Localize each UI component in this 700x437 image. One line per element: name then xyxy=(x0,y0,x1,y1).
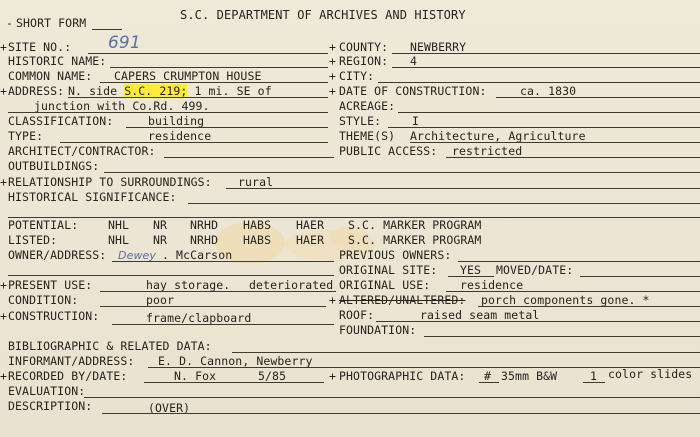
designation-haer: HAER xyxy=(296,233,325,247)
plus-mark: + xyxy=(0,84,8,98)
original-use-value: residence xyxy=(460,278,524,292)
potential-label: POTENTIAL: xyxy=(8,218,79,232)
region-line xyxy=(392,67,700,68)
designation-nhl: NHL xyxy=(108,233,130,247)
condition-label: CONDITION: xyxy=(8,293,79,307)
region-label: REGION: xyxy=(339,54,389,68)
present-use-line xyxy=(100,291,336,292)
photo-label: PHOTOGRAPHIC DATA: xyxy=(339,369,466,383)
owner-line xyxy=(112,261,334,262)
site-no-label: SITE NO.: xyxy=(8,40,72,54)
listed-label: LISTED: xyxy=(8,233,58,247)
moved-date-label: MOVED/DATE: xyxy=(496,263,574,277)
short-form-line xyxy=(92,29,122,30)
type-label: TYPE: xyxy=(8,129,44,143)
themes-line xyxy=(410,142,700,143)
plus-mark: + xyxy=(329,40,337,54)
address-start: N. side xyxy=(68,84,118,98)
public-access-value: restricted xyxy=(452,144,523,158)
condition-line xyxy=(100,306,326,307)
outbuildings-line xyxy=(104,172,700,173)
construction-line xyxy=(112,324,334,325)
date-value: ca. 1830 xyxy=(520,84,577,98)
recorded-line xyxy=(144,382,324,383)
common-name-label: COMMON NAME: xyxy=(8,69,93,83)
architect-line xyxy=(164,157,334,158)
construction-label: CONSTRUCTION: xyxy=(8,309,100,323)
bibliographic-label: BIBLIOGRAPHIC & RELATED DATA: xyxy=(8,339,212,353)
county-value: NEWBERRY xyxy=(410,40,467,54)
plus-mark: + xyxy=(0,175,8,189)
previous-owners-label: PREVIOUS OWNERS: xyxy=(339,248,452,262)
evaluation-line xyxy=(84,397,700,398)
photo-slides: color slides xyxy=(608,367,693,381)
bibliographic-line xyxy=(232,352,700,353)
moved-date-line xyxy=(580,276,700,277)
original-use-line xyxy=(446,291,700,292)
informant-value: E. D. Cannon, Newberry xyxy=(158,354,313,368)
photo-count-mark: # xyxy=(484,369,492,383)
card-title: S.C. DEPARTMENT OF ARCHIVES AND HISTORY xyxy=(180,8,466,22)
altered-value: porch components gone. * xyxy=(481,293,650,307)
owner-line-2 xyxy=(8,275,334,276)
designation-nr: NR xyxy=(153,233,168,247)
address-line-2 xyxy=(8,112,328,113)
original-site-value: YES xyxy=(460,263,482,277)
plus-mark: + xyxy=(0,309,8,323)
significance-line xyxy=(188,203,700,204)
designation-nrhd: NRHD xyxy=(190,218,219,232)
roof-label: ROOF: xyxy=(339,308,375,322)
architect-label: ARCHITECT/CONTRACTOR: xyxy=(8,144,156,158)
plus-mark: + xyxy=(0,278,8,292)
common-name-value: CAPERS CRUMPTON HOUSE xyxy=(114,69,262,83)
address-label: ADDRESS: xyxy=(8,84,65,98)
address-line2: junction with Co.Rd. 499. xyxy=(34,99,210,113)
historic-name-line xyxy=(110,67,328,68)
surroundings-line xyxy=(226,188,700,189)
style-line xyxy=(388,127,700,128)
site-no-line xyxy=(88,53,328,54)
region-value: 4 xyxy=(410,54,418,68)
classification-value: building xyxy=(148,114,205,128)
photo-count-line xyxy=(479,382,499,383)
designation-haer: HAER xyxy=(296,218,325,232)
marker-program: S.C. MARKER PROGRAM xyxy=(348,218,482,232)
description-value: (OVER) xyxy=(148,401,191,415)
acreage-label: ACREAGE: xyxy=(339,99,396,113)
condition-value: poor xyxy=(146,293,175,307)
designation-nrhd: NRHD xyxy=(190,233,219,247)
recorded-by-value: N. Fox xyxy=(174,369,217,383)
original-use-label: ORIGINAL USE: xyxy=(339,278,431,292)
roof-value: raised seam metal xyxy=(420,308,540,322)
significance-label: HISTORICAL SIGNIFICANCE: xyxy=(8,190,177,204)
designation-nhl: NHL xyxy=(108,218,130,232)
plus-mark: + xyxy=(329,84,337,98)
plus-mark: + xyxy=(329,293,337,307)
header-dash: - xyxy=(6,16,14,30)
present-use-label: PRESENT USE: xyxy=(8,278,93,292)
plus-mark: + xyxy=(329,69,337,83)
plus-mark: + xyxy=(329,369,337,383)
style-value: I xyxy=(412,114,420,128)
acreage-line xyxy=(398,112,700,113)
foundation-line xyxy=(424,336,700,337)
photo-slides-count: 1 xyxy=(590,369,598,383)
city-line xyxy=(378,82,700,83)
owner-value: . McCarson xyxy=(162,248,233,262)
plus-mark: + xyxy=(0,40,8,54)
owner-label: OWNER/ADDRESS: xyxy=(8,248,107,262)
description-line xyxy=(102,413,700,414)
altered-line xyxy=(478,306,700,307)
surroundings-value: rural xyxy=(238,175,274,189)
designation-habs: HABS xyxy=(243,218,272,232)
marker-program: S.C. MARKER PROGRAM xyxy=(348,233,482,247)
classification-label: CLASSIFICATION: xyxy=(8,114,114,128)
previous-owners-line xyxy=(458,261,700,262)
altered-label: ALTERED/UNALTERED: xyxy=(339,293,466,307)
plus-mark: + xyxy=(0,369,8,383)
short-form-label: SHORT FORM xyxy=(16,16,87,30)
style-label: STYLE: xyxy=(339,114,382,128)
informant-label: INFORMANT/ADDRESS: xyxy=(8,354,135,368)
present-use-value: hay storage. xyxy=(146,278,231,292)
historic-name-label: HISTORIC NAME: xyxy=(8,54,107,68)
owner-first-name: Dewey xyxy=(118,249,157,262)
public-access-label: PUBLIC ACCESS: xyxy=(339,144,438,158)
site-no-value: 691 xyxy=(108,33,141,53)
recorded-label: RECORDED BY/DATE: xyxy=(8,369,128,383)
surroundings-label: RELATIONSHIP TO SURROUNDINGS: xyxy=(8,175,212,189)
address-highlight: S.C. 219; xyxy=(124,84,188,98)
evaluation-label: EVALUATION: xyxy=(8,384,86,398)
roof-line xyxy=(376,321,700,322)
description-label: DESCRIPTION: xyxy=(8,399,93,413)
themes-label: THEME(S) xyxy=(339,129,396,143)
designation-nr: NR xyxy=(153,218,168,232)
date-label: DATE OF CONSTRUCTION: xyxy=(339,84,487,98)
address-line xyxy=(68,97,328,98)
county-label: COUNTY: xyxy=(339,40,389,54)
recorded-date-value: 5/85 xyxy=(258,369,287,383)
original-site-line xyxy=(448,276,494,277)
original-site-label: ORIGINAL SITE: xyxy=(339,263,438,277)
type-value: residence xyxy=(148,129,212,143)
themes-value: Architecture, Agriculture xyxy=(410,129,586,143)
outbuildings-label: OUTBUILDINGS: xyxy=(8,159,100,173)
designation-habs: HABS xyxy=(243,233,272,247)
address-rest: 1 mi. SE of xyxy=(194,84,272,98)
foundation-label: FOUNDATION: xyxy=(339,323,417,337)
photo-bw: 35mm B&W xyxy=(501,369,558,383)
construction-value: frame/clapboard xyxy=(146,311,252,325)
plus-mark: + xyxy=(329,54,337,68)
city-label: CITY: xyxy=(339,69,375,83)
photo-slides-line xyxy=(583,382,605,383)
present-use-note: deteriorated xyxy=(249,278,334,292)
